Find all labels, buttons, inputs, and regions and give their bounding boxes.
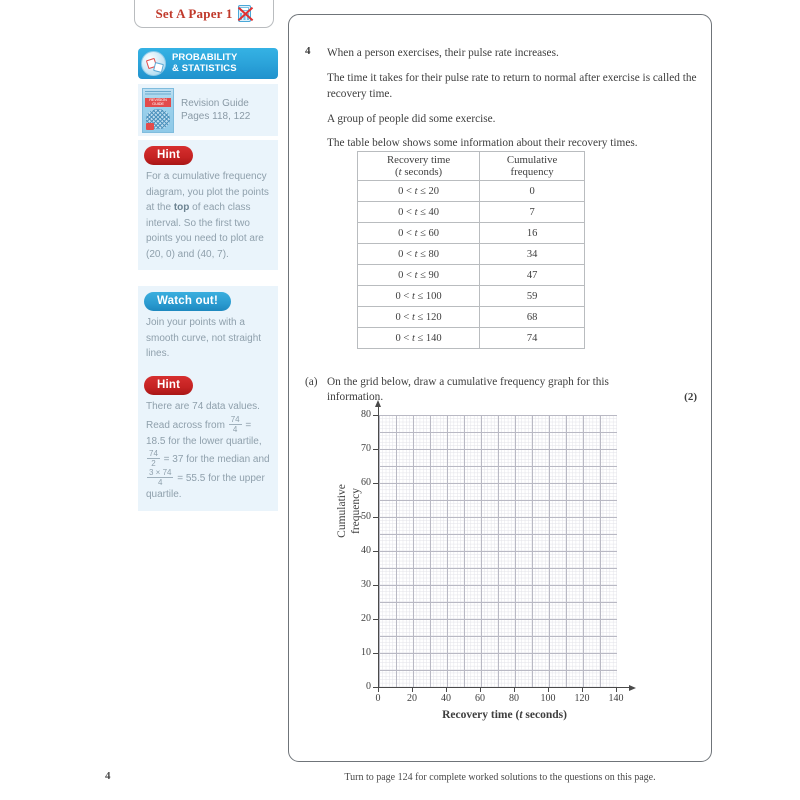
table-row — [358, 202, 585, 223]
table-cell-range — [358, 244, 480, 265]
footer-note: Turn to page 124 for complete worked solutions to the questions on this page. — [344, 772, 656, 783]
x-axis-tick — [412, 687, 413, 692]
table-header-recovery-time — [358, 152, 480, 181]
range-post: ≤ 120 — [414, 311, 442, 323]
header-col2-line2: frequency — [510, 166, 554, 178]
question-line-4: The table below shows some information about their recovery times. — [327, 137, 638, 149]
table-cell-frequency: 59 — [480, 286, 585, 307]
hint-pill-2: Hint — [144, 376, 193, 395]
hint-text-1: For a cumulative frequency diagram, you plot the points at the top of each class interval. So the first two points you need to plot are (20, 0) and (40, 7). — [146, 171, 269, 260]
no-calculator-icon — [237, 4, 253, 23]
y-axis-tick-label: 0 — [366, 681, 371, 692]
range-variable: t — [411, 290, 415, 302]
range-post: ≤ 80 — [417, 248, 440, 260]
x-axis-tick-label: 80 — [509, 693, 519, 704]
y-axis-tick-label: 20 — [361, 613, 371, 624]
topic-line-2: & STATISTICS — [172, 62, 237, 74]
x-axis-line — [378, 687, 631, 688]
table-row — [358, 244, 585, 265]
y-axis-label-line2: frequency — [350, 488, 362, 534]
range-post: ≤ 20 — [417, 185, 440, 197]
y-axis-tick — [373, 653, 379, 654]
part-a-label: (a) — [305, 376, 318, 388]
table-row — [358, 223, 585, 244]
watch-out-text: Join your points with a smooth curve, not straight lines. — [146, 317, 262, 359]
table-cell-frequency: 68 — [480, 307, 585, 328]
y-axis-label-line1: Cumulative — [336, 484, 348, 538]
x-axis-tick-label: 0 — [375, 693, 381, 704]
header-col2-line1: Cumulative — [506, 153, 558, 166]
y-axis-tick-label: 10 — [361, 647, 371, 658]
x-axis-tick — [378, 687, 379, 692]
revision-guide-text — [174, 97, 250, 123]
table-row — [358, 328, 585, 349]
y-axis-arrow — [375, 400, 381, 407]
x-axis-label-variable: t — [519, 709, 523, 721]
x-axis-label — [378, 709, 631, 721]
fraction: $\frac{74}{4}$ — [230, 414, 240, 434]
y-axis-tick-label: 30 — [361, 579, 371, 590]
fraction: $\frac{3 \times 74}{4}$ — [149, 468, 172, 487]
range-post: ≤ 60 — [417, 227, 440, 239]
revision-guide-box — [138, 84, 278, 136]
table-row — [358, 286, 585, 307]
range-post: ≤ 40 — [417, 206, 440, 218]
table-cell-frequency: 34 — [480, 244, 585, 265]
y-axis-tick — [373, 483, 379, 484]
table-cell-range — [358, 328, 480, 349]
watch-out-panel — [138, 286, 278, 370]
x-axis-tick — [548, 687, 549, 692]
table-row — [358, 181, 585, 202]
question-block — [305, 45, 697, 160]
table-cell-range — [358, 181, 480, 202]
table-cell-range — [358, 265, 480, 286]
part-a-text: On the grid below, draw a cumulative frequency graph for this information. — [327, 376, 609, 403]
x-axis-tick-label: 140 — [608, 693, 624, 704]
range-variable: t — [414, 185, 418, 197]
range-variable: t — [414, 227, 418, 239]
question-line-2: The time it takes for their pulse rate to return to normal after exercise is called the recovery time. — [327, 71, 697, 100]
topic-banner-label — [166, 53, 238, 74]
paper-tab-label: Set A Paper 1 — [155, 5, 233, 21]
range-variable: t — [411, 311, 415, 323]
cumulative-frequency-table — [357, 151, 585, 349]
fraction: $\frac{74}{2}$ — [149, 449, 158, 468]
range-variable: t — [414, 269, 418, 281]
question-line-1: When a person exercises, their pulse rate increases. — [327, 47, 559, 59]
question-line-3: A group of people did some exercise. — [327, 112, 496, 125]
range-pre: 0 < — [395, 311, 412, 323]
revision-guide-line-2: Pages 118, 122 — [181, 111, 251, 122]
range-pre: 0 < — [395, 290, 412, 302]
y-axis-tick-label: 80 — [361, 409, 371, 420]
table-header-row — [358, 152, 585, 181]
y-axis-label — [335, 451, 363, 571]
table-cell-frequency: 74 — [480, 328, 585, 349]
hint-panel-2 — [138, 370, 278, 511]
range-post: ≤ 100 — [414, 290, 442, 302]
y-axis-tick — [373, 551, 379, 552]
table-cell-frequency: 16 — [480, 223, 585, 244]
book-title: REVISION GUIDE — [145, 98, 171, 108]
y-axis-tick-label: 70 — [361, 443, 371, 454]
table-row — [358, 307, 585, 328]
exam-question-panel — [288, 14, 712, 762]
hint-text-2: There are 74 data values. Read across from $\frac{74}{4}$ = 18.5 for the lower quartile, $\frac{74}{2}$ = 37 for the median and $\frac{3 \times 74}{4}$ = 55.5 for the upper quartile. — [146, 401, 270, 500]
x-axis-tick-label: 60 — [475, 693, 485, 704]
x-axis-arrow — [629, 685, 636, 691]
range-post: ≤ 90 — [417, 269, 440, 281]
x-axis-tick — [446, 687, 447, 692]
topic-banner — [138, 48, 278, 79]
hint-pill-1: Hint — [144, 146, 193, 165]
range-variable: t — [414, 206, 418, 218]
question-text — [327, 45, 697, 152]
x-axis-tick — [616, 687, 617, 692]
y-axis-tick — [373, 619, 379, 620]
x-axis-tick-label: 120 — [574, 693, 590, 704]
y-axis-line — [378, 405, 379, 689]
range-pre: 0 < — [398, 206, 415, 218]
cumulative-frequency-graph[interactable] — [325, 401, 665, 721]
paper-tab[interactable] — [134, 0, 274, 28]
y-axis-tick — [373, 585, 379, 586]
part-a-marks: (2) — [684, 391, 697, 403]
y-axis-tick — [373, 415, 379, 416]
revision-guide-book-icon — [142, 88, 174, 133]
x-axis-tick-label: 40 — [441, 693, 451, 704]
range-pre: 0 < — [398, 227, 415, 239]
table-cell-range — [358, 307, 480, 328]
header-col1-paren-open: ( — [395, 166, 399, 178]
x-axis-tick-label: 100 — [540, 693, 556, 704]
revision-guide-line-1: Revision Guide — [181, 98, 249, 109]
table-cell-range — [358, 286, 480, 307]
range-post: ≤ 140 — [414, 332, 442, 344]
watch-out-pill: Watch out! — [144, 292, 231, 311]
table-cell-frequency: 47 — [480, 265, 585, 286]
y-axis-tick-label: 40 — [361, 545, 371, 556]
page-number: 4 — [105, 770, 111, 782]
table-cell-range — [358, 202, 480, 223]
x-axis-tick — [514, 687, 515, 692]
topic-line-1: PROBABILITY — [172, 52, 238, 63]
table-cell-frequency: 7 — [480, 202, 585, 223]
range-pre: 0 < — [395, 332, 412, 344]
question-number: 4 — [305, 45, 311, 57]
y-axis-tick — [373, 517, 379, 518]
hint-panel-1 — [138, 140, 278, 270]
range-variable: t — [411, 332, 415, 344]
x-axis-tick — [480, 687, 481, 692]
range-variable: t — [414, 248, 418, 260]
table-header-cumulative-frequency — [480, 152, 585, 181]
y-axis-tick-label: 60 — [361, 477, 371, 488]
x-axis-label-post: seconds) — [522, 709, 567, 721]
range-pre: 0 < — [398, 248, 415, 260]
dice-icon — [141, 51, 166, 76]
header-col1-units: seconds) — [401, 166, 443, 178]
table-cell-frequency: 0 — [480, 181, 585, 202]
table-row — [358, 265, 585, 286]
sidebar — [130, 0, 282, 800]
header-col1-line1: Recovery time — [386, 153, 451, 166]
graph-grid[interactable] — [379, 415, 617, 687]
x-axis-tick-label: 20 — [407, 693, 417, 704]
x-axis-label-pre: Recovery time ( — [442, 709, 520, 721]
table-cell-range — [358, 223, 480, 244]
y-axis-tick-label: 50 — [361, 511, 371, 522]
range-pre: 0 < — [398, 185, 415, 197]
header-col1-variable: t — [398, 166, 402, 178]
x-axis-tick — [582, 687, 583, 692]
y-axis-tick — [373, 449, 379, 450]
range-pre: 0 < — [398, 269, 415, 281]
